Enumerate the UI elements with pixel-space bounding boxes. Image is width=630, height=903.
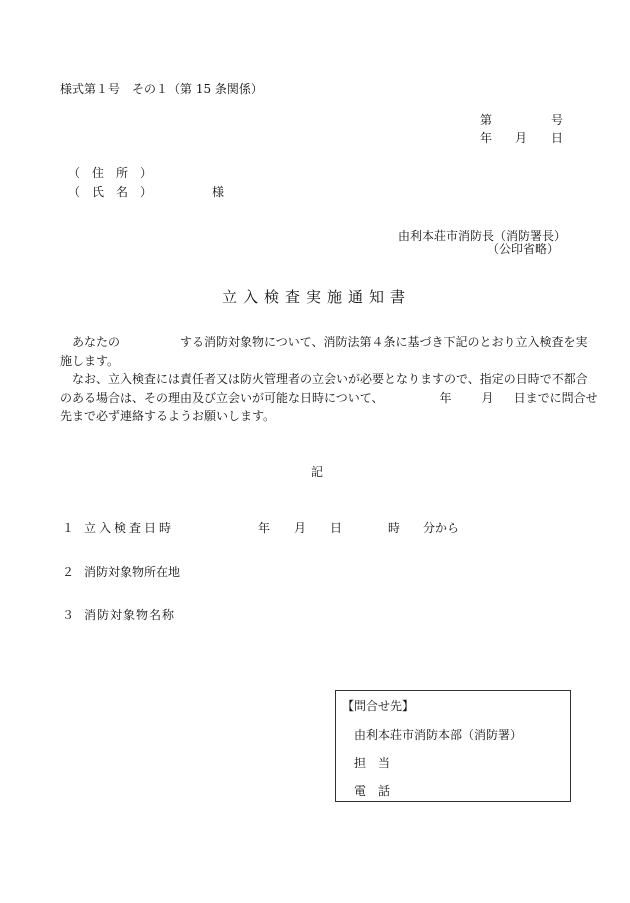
item-3-label: 消防対象物名称 xyxy=(84,608,176,622)
body-p1-a: あなたの xyxy=(72,335,121,349)
doc-date-day: 日 xyxy=(551,131,564,145)
item-1-hour: 時 xyxy=(388,521,401,535)
issuer-seal-note: （公印省略） xyxy=(487,242,560,256)
body-paragraph-1 xyxy=(60,333,590,370)
item-1-day: 日 xyxy=(330,521,343,535)
item-1-month: 月 xyxy=(294,521,307,535)
item-1-year: 年 xyxy=(258,521,271,535)
item-1-label: 立入検査日時 xyxy=(84,521,175,535)
document-title: 立入検査実施通知書 xyxy=(222,288,412,306)
contact-office: 由利本荘市消防本部（消防署） xyxy=(354,728,523,742)
body-paragraph-2 xyxy=(60,370,598,426)
recipient-name-label: （ 氏 名 ） xyxy=(68,185,153,199)
body-p1-b: する消防対象物について、消防法第４条に基づき下記のとおり立入検査を実 xyxy=(180,335,588,349)
contact-phone-label: 電 話 xyxy=(354,784,391,798)
issuer-name: 由利本荘市消防長（消防署長） xyxy=(398,229,567,243)
doc-number-prefix: 第 xyxy=(480,113,493,127)
item-1-number: １ xyxy=(62,521,75,535)
contact-person-label: 担 当 xyxy=(354,756,391,770)
body-p2-a: なお、立入検査には責任者又は防火管理者の立会いが必要となりますので、指定の日時で不都合 xyxy=(72,372,588,386)
body-p2-year: 年 xyxy=(439,390,452,405)
doc-number-suffix: 号 xyxy=(551,113,564,127)
body-p1-c: 施します。 xyxy=(60,353,120,368)
doc-date-month: 月 xyxy=(515,131,528,145)
item-1-minute: 分から xyxy=(423,521,460,535)
item-2-label: 消防対象物所在地 xyxy=(84,565,181,579)
recipient-address-label: （ 住 所 ） xyxy=(68,166,153,180)
contact-header: 【問合せ先】 xyxy=(342,699,415,713)
ki-heading: 記 xyxy=(311,465,324,479)
contact-box xyxy=(335,690,571,802)
doc-date-year: 年 xyxy=(480,131,493,145)
body-p2-c: 日までに問合せ xyxy=(513,390,598,405)
body-p2-month: 月 xyxy=(481,390,494,405)
form-number: 様式第１号 その１（第 15 条関係） xyxy=(60,82,263,96)
body-p2-d: 先まで必ず連絡するようお願いします。 xyxy=(60,409,276,423)
recipient-honorific: 様 xyxy=(212,185,225,199)
body-p2-b: のある場合は、その理由及び立会いが可能な日時について、 xyxy=(60,390,384,405)
item-2-number: ２ xyxy=(62,565,75,579)
item-3-number: ３ xyxy=(62,608,75,622)
